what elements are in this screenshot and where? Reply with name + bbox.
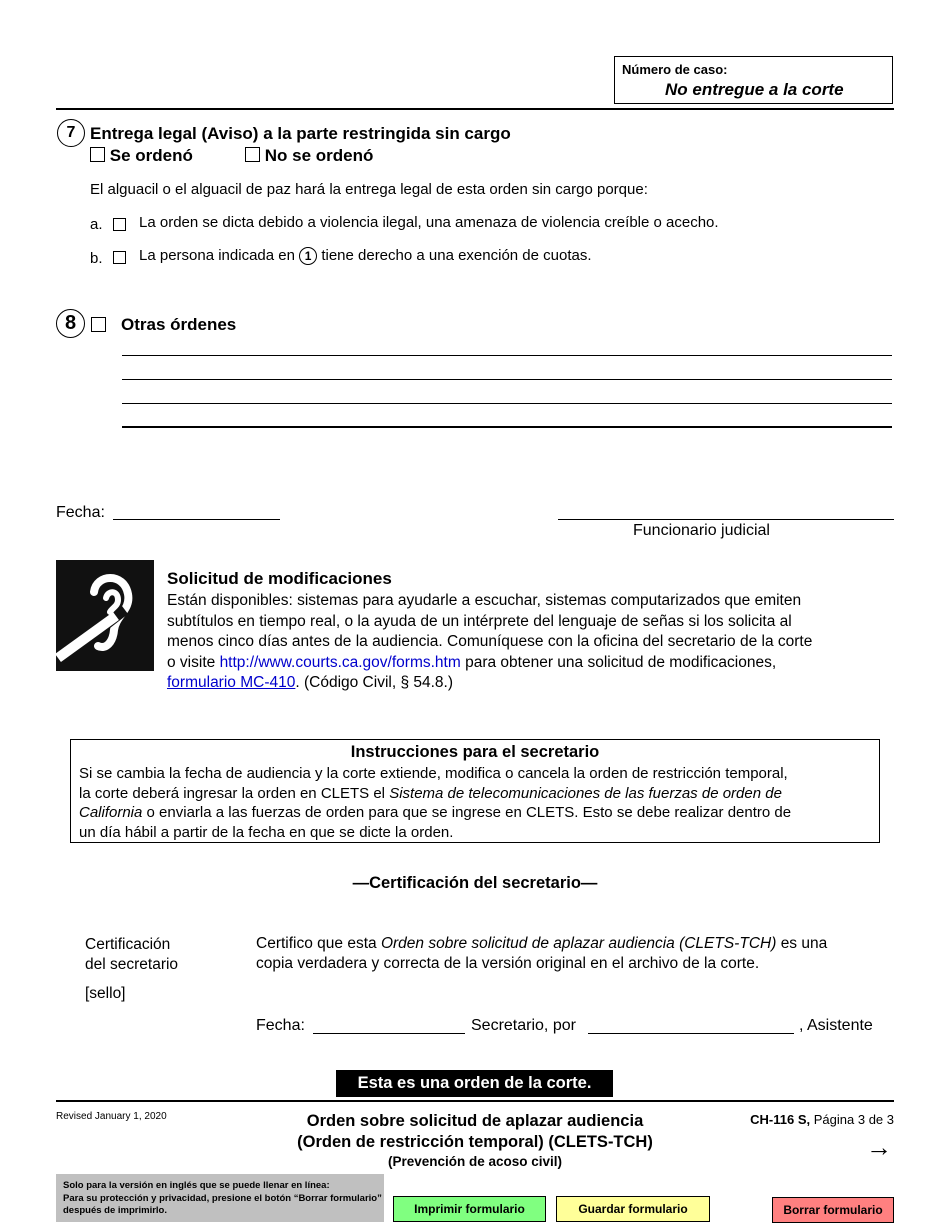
- form-title-line-2: (Orden de restricción temporal) (CLETS-TCH): [297, 1133, 653, 1151]
- accommodations-line-4-post: para obtener una solicitud de modificaciones,: [465, 653, 777, 671]
- online-note-line-3: después de imprimirlo.: [63, 1205, 167, 1216]
- not-ordered-checkbox[interactable]: [245, 147, 260, 162]
- judicial-officer-label: Funcionario judicial: [633, 522, 770, 539]
- other-orders-line-2[interactable]: [122, 379, 892, 380]
- item-8-title: Otras órdenes: [121, 315, 237, 334]
- online-note-line-2: Para su protección y privacidad, presione el botón “Borrar formulario”: [63, 1192, 382, 1204]
- accommodations-body: [167, 591, 812, 694]
- clerk-instructions-body: [79, 764, 791, 842]
- signature-date-line[interactable]: [113, 519, 280, 520]
- certification-date-label: Fecha:: [256, 1017, 305, 1034]
- certification-heading: —Certificación del secretario—: [352, 874, 598, 892]
- clerk-line-3-italic: California: [79, 804, 143, 821]
- clerk-line-2-pre: la corte deberá ingresar la orden en CLETS el: [79, 784, 386, 802]
- print-form-button[interactable]: Imprimir formulario: [393, 1196, 546, 1222]
- item-7-number: 7: [57, 119, 85, 147]
- page-number: Página 3 de 3: [813, 1112, 894, 1127]
- item-7b-checkbox[interactable]: [113, 251, 126, 264]
- certification-text-italic: Orden sobre solicitud de aplazar audiencia (CLETS-TCH): [380, 935, 777, 952]
- item-7-intro: El alguacil o el alguacil de paz hará la entrega legal de esta orden sin cargo porque:: [90, 181, 648, 198]
- certification-text-line-1: [256, 934, 827, 954]
- item-7a-text: La orden se dicta debido a violencia ilegal, una amenaza de violencia creíble o acecho.: [139, 214, 719, 231]
- online-note-line-1: Solo para la versión en inglés que se puede llenar en línea:: [63, 1180, 330, 1191]
- item-7-title: Entrega legal (Aviso) a la parte restringida sin cargo: [90, 124, 511, 143]
- item-7a-letter: a.: [90, 216, 103, 233]
- next-page-arrow-icon[interactable]: →: [866, 1132, 892, 1162]
- online-note: [56, 1174, 384, 1222]
- deputy-label: , Asistente: [799, 1017, 873, 1034]
- clerk-signature-line[interactable]: [588, 1033, 794, 1034]
- other-orders-line-3[interactable]: [122, 403, 892, 404]
- item-7b-text-1: La persona indicada en: [139, 247, 295, 264]
- courts-forms-link[interactable]: http://www.courts.ca.gov/forms.htm: [219, 653, 461, 671]
- certification-text-line-2: copia verdadera y correcta de la versión original en el archivo de la corte.: [256, 955, 760, 972]
- form-title-line-1: Orden sobre solicitud de aplazar audiencia: [306, 1112, 644, 1130]
- item-8-number: 8: [56, 309, 85, 338]
- item-7b-text: [139, 247, 592, 265]
- item-7a-checkbox[interactable]: [113, 218, 126, 231]
- certification-date-line[interactable]: [313, 1033, 465, 1034]
- clerk-by-label: Secretario, por: [471, 1017, 576, 1034]
- clerk-instructions-title: Instrucciones para el secretario: [350, 743, 600, 761]
- clerk-instructions-line-1: Si se cambia la fecha de audiencia y la corte extiende, modifica o cancela la orden de restricción temporal,: [79, 765, 788, 782]
- clerk-instructions-line-2: [79, 784, 791, 804]
- signature-date-label: Fecha:: [56, 504, 105, 521]
- accommodations-line-1: Están disponibles: sistemas para ayudarle a escuchar, sistemas computarizados que emiten: [167, 592, 802, 609]
- accommodations-line-4: [167, 653, 812, 674]
- clerk-instructions-line-3: [79, 803, 791, 823]
- clerk-line-3-post: o enviarla a las fuerzas de orden para que se ingrese en CLETS. Esto se debe realizar dentro de: [146, 804, 792, 821]
- accommodations-line-5: [167, 673, 812, 694]
- form-id: CH-116 S,: [750, 1112, 811, 1127]
- accommodations-title: Solicitud de modificaciones: [167, 569, 392, 588]
- item-7b-text-2: tiene derecho a una exención de cuotas.: [321, 247, 592, 264]
- clerk-line-2-italic: Sistema de telecomunicaciones de las fuerzas de orden de: [389, 784, 782, 802]
- hearing-assistance-icon: [56, 560, 154, 671]
- item-7-not-ordered-option[interactable]: [245, 146, 373, 166]
- save-form-button[interactable]: Guardar formulario: [556, 1196, 710, 1222]
- certification-text: [256, 934, 827, 974]
- form-id-page: [750, 1112, 894, 1127]
- form-title-line-3: (Prevención de acoso civil): [387, 1154, 563, 1169]
- mc-410-link[interactable]: formulario MC-410: [167, 674, 296, 691]
- certification-left-line-1: Certificación: [85, 936, 171, 953]
- item-7b-letter: b.: [90, 250, 103, 267]
- ordered-label: Se ordenó: [109, 146, 193, 165]
- case-number-value[interactable]: No entregue a la corte: [665, 80, 844, 99]
- accommodations-line-2: subtítulos en tiempo real, o la ayuda de un intérprete del lenguaje de señas si los solicita al: [167, 612, 792, 630]
- revised-date: Revised January 1, 2020: [56, 1111, 167, 1122]
- item-8-checkbox[interactable]: [91, 317, 106, 332]
- certification-text-pre: Certifico que esta: [256, 935, 377, 952]
- clear-form-button[interactable]: Borrar formulario: [772, 1197, 894, 1223]
- clerk-instructions-line-4: un día hábil a partir de la fecha en que se dicte la orden.: [79, 823, 454, 841]
- accommodations-line-5-post: . (Código Civil, § 54.8.): [295, 674, 454, 691]
- judicial-officer-line[interactable]: [558, 519, 894, 520]
- certification-left-line-2: del secretario: [85, 955, 179, 973]
- court-order-banner: Esta es una orden de la corte.: [336, 1070, 613, 1097]
- not-ordered-label: No se ordenó: [264, 146, 374, 165]
- header-rule: [56, 108, 894, 110]
- footer-rule: [56, 1100, 894, 1102]
- accommodations-line-4-pre: o visite: [167, 653, 216, 671]
- certification-left-label: [85, 935, 178, 974]
- other-orders-line-1[interactable]: [122, 355, 892, 356]
- other-orders-line-4[interactable]: [122, 426, 892, 428]
- item-7-ordered-option[interactable]: [90, 146, 193, 166]
- seal-label: [sello]: [85, 985, 126, 1002]
- case-number-label: Número de caso:: [622, 62, 728, 77]
- clerk-instructions-box: [70, 739, 880, 843]
- accommodations-line-3: menos cinco días antes de la audiencia. Comuníquese con la oficina del secretario de la corte: [167, 633, 813, 650]
- ordered-checkbox[interactable]: [90, 147, 105, 162]
- certification-text-post: es una: [780, 935, 828, 952]
- case-number-box: [614, 56, 893, 104]
- item-1-reference: 1: [299, 247, 317, 265]
